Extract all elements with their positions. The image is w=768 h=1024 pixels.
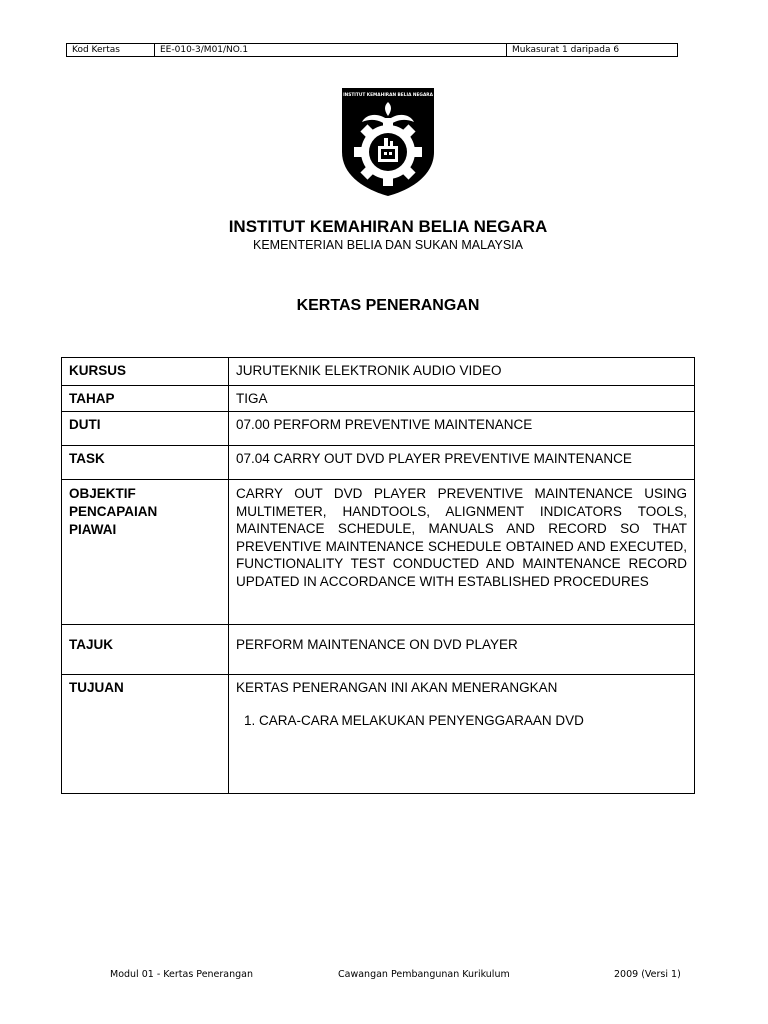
institute-title: INSTITUT KEMAHIRAN BELIA NEGARA: [228, 217, 548, 236]
table-row: [62, 386, 695, 412]
kod-kertas-value: EE-010-3/M01/NO.1: [155, 44, 507, 56]
tajuk-value: PERFORM MAINTENANCE ON DVD PLAYER: [229, 625, 695, 675]
table-row: [62, 675, 695, 794]
table-row: [62, 446, 695, 480]
tajuk-label: TAJUK: [62, 625, 229, 675]
table-row: [62, 480, 695, 625]
tahap-value: TIGA: [229, 386, 695, 412]
document-header-box: [66, 43, 678, 57]
tujuan-value: [229, 675, 695, 794]
table-row: [62, 412, 695, 446]
objektif-label-line: PENCAPAIAN: [69, 504, 158, 519]
task-value: 07.04 CARRY OUT DVD PLAYER PREVENTIVE MAINTENANCE: [229, 446, 695, 480]
course-info-table: [61, 357, 695, 794]
objektif-label-line: PIAWAI: [69, 522, 117, 537]
tujuan-intro: KERTAS PENERANGAN INI AKAN MENERANGKAN: [236, 680, 558, 695]
kursus-value: JURUTEKNIK ELEKTRONIK AUDIO VIDEO: [229, 358, 695, 386]
footer-department: Cawangan Pembangunan Kurikulum: [338, 969, 510, 980]
objektif-value: CARRY OUT DVD PLAYER PREVENTIVE MAINTENANCE USING MULTIMETER, HANDTOOLS, ALIGNMENT INDICATORS TOOLS, MAINTENACE SCHEDULE, MANUALS AND RECORD SO THAT PREVENTIVE MAINTENANCE SCHEDULE OBTAINED AND EXECUTED, FUNCTIONALITY TEST CONDUCTED AND MAINTENANCE RECORD UPDATED IN ACCORDANCE WITH ESTABLISHED PROCEDURES: [229, 480, 695, 625]
footer-module: Modul 01 - Kertas Penerangan: [110, 969, 254, 980]
table-row: [62, 358, 695, 386]
institute-logo-icon: [338, 86, 438, 198]
objektif-label-line: OBJEKTIF: [69, 486, 136, 501]
duti-label: DUTI: [62, 412, 229, 446]
tujuan-label: TUJUAN: [62, 675, 229, 794]
kod-kertas-label: Kod Kertas: [67, 44, 155, 56]
task-label: TASK: [62, 446, 229, 480]
tahap-label: TAHAP: [62, 386, 229, 412]
page-info: Mukasurat 1 daripada 6: [512, 45, 620, 55]
duti-value: 07.00 PERFORM PREVENTIVE MAINTENANCE: [229, 412, 695, 446]
svg-text:INSTITUT KEMAHIRAN BELIA NEGAR: INSTITUT KEMAHIRAN BELIA NEGARA: [343, 93, 433, 98]
ministry-subtitle: KEMENTERIAN BELIA DAN SUKAN MALAYSIA: [253, 238, 523, 252]
kursus-label: KURSUS: [62, 358, 229, 386]
document-type-title: KERTAS PENERANGAN: [296, 297, 480, 314]
objektif-label: [62, 480, 229, 625]
tujuan-list-item: 1. CARA-CARA MELAKUKAN PENYENGGARAAN DVD: [244, 713, 584, 728]
footer-version: 2009 (Versi 1): [614, 969, 681, 980]
table-row: [62, 625, 695, 675]
